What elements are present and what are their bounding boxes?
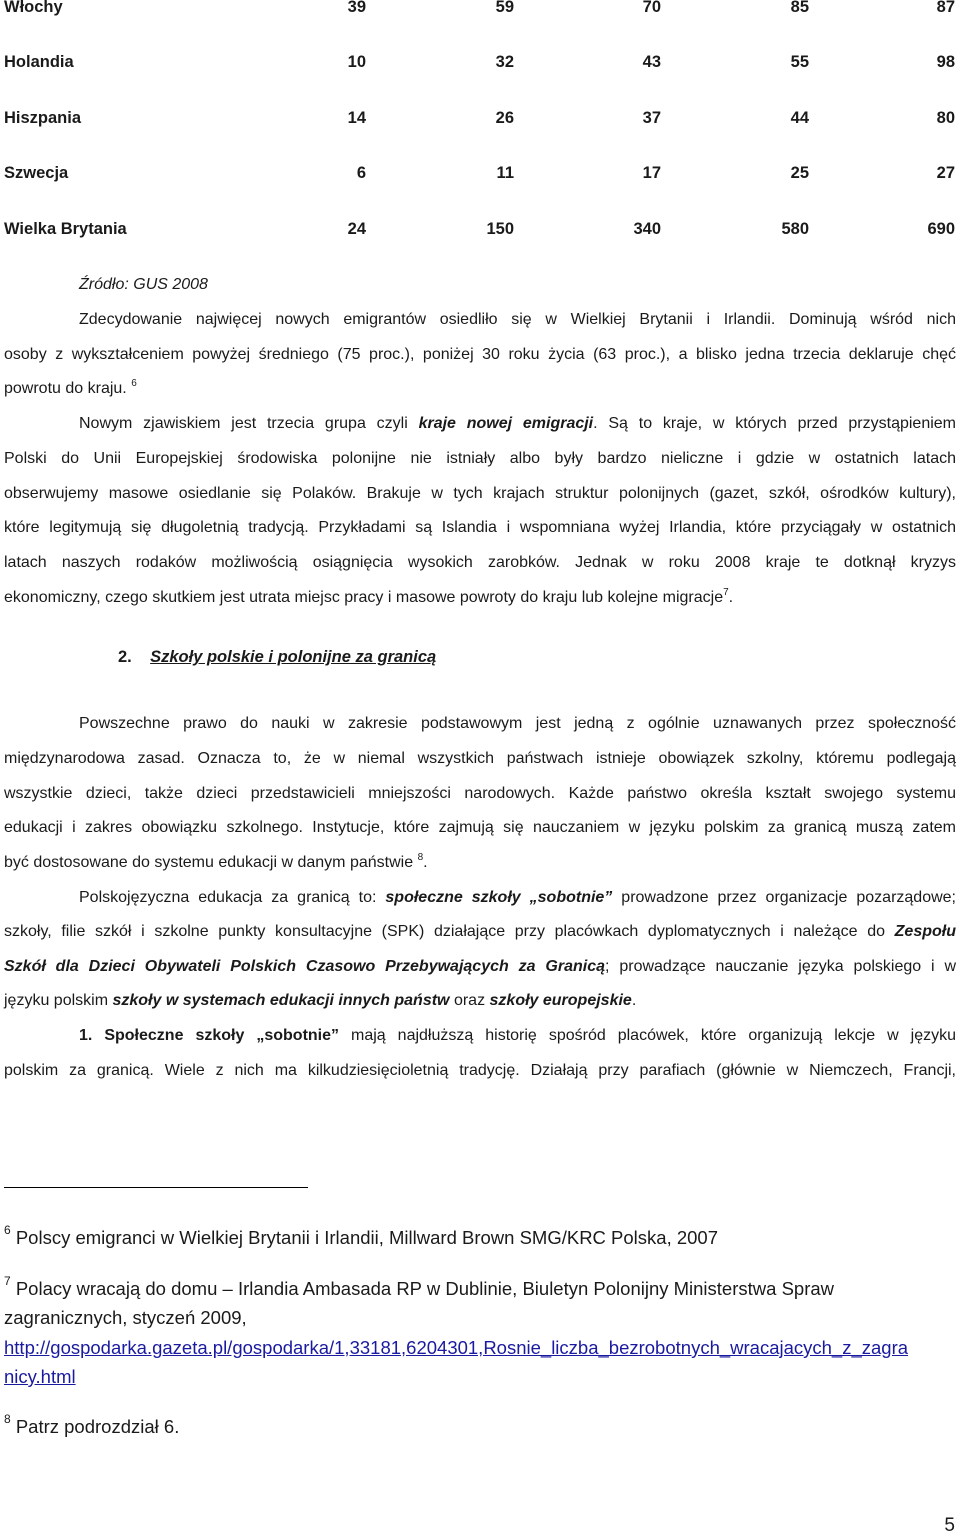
table-row	[0, 109, 960, 133]
paragraph-line: osoby z wykształceniem powyżej średniego (75 proc.), poniżej 30 roku życia (63 proc.), a blisko jedna trzecia deklaruje chęć	[4, 346, 956, 363]
paragraph-line: latach naszych rodaków możliwością osiągnięcia wysokich zarobków. Jednak w roku 2008 kraje te dotknął kryzys	[4, 554, 956, 571]
table-cell: 24	[347, 220, 366, 238]
table-cell: 11	[496, 164, 514, 182]
source-link-cont[interactable]: nicy.html	[4, 1366, 76, 1387]
table-cell: 59	[495, 0, 514, 16]
paragraph-line: Nowym zjawiskiem jest trzecia grupa czyli kraje nowej emigracji. Są to kraje, w których przed przystąpieniem	[79, 415, 957, 432]
paragraph-line: międzynarodowa zasad. Oznacza to, że w niemal wszystkich państwach istnieje obowiązek szkolny, któremu podlegają	[4, 750, 956, 767]
paragraph-line: wszystkie dzieci, także dzieci przedstawicieli mniejszości narodowych. Każde państwo określa kształt swojego systemu	[4, 785, 956, 802]
table-cell: 10	[347, 53, 366, 71]
table-cell: 6	[356, 164, 366, 182]
table-cell: 55	[790, 53, 809, 71]
table-cell: 80	[936, 109, 955, 127]
source-link[interactable]: http://gospodarka.gazeta.pl/gospodarka/1,33181,6204301,Rosnie_liczba_bezrobotnych_wracajacych_z_zagra	[4, 1337, 909, 1358]
page-number: 5	[944, 1515, 955, 1536]
table-cell: 150	[486, 220, 514, 238]
footnote-7: $^7$ Polacy wracają do domu – Irlandia Ambasada RP w Dublinie, Biuletyn Polonijny Ministerstwa Spraw	[4, 1274, 835, 1299]
country-name: Włochy	[4, 0, 63, 16]
table-cell: 25	[790, 164, 809, 182]
country-name: Holandia	[4, 53, 74, 71]
table-row	[0, 0, 960, 22]
footnote-divider	[4, 1187, 308, 1188]
country-name: Wielka Brytania	[4, 220, 127, 238]
table-cell: 85	[790, 0, 809, 16]
table-cell: 70	[642, 0, 661, 16]
table-cell: 14	[347, 109, 366, 127]
table-cell: 690	[927, 220, 955, 238]
emphasis: kraje nowej emigracji	[418, 415, 594, 432]
country-name: Hiszpania	[4, 109, 82, 127]
section-heading: 2. Szkoły polskie i polonijne za granicą	[118, 648, 437, 666]
footnote-ref[interactable]: 8	[417, 852, 424, 863]
table-source: Źródło: GUS 2008	[79, 276, 208, 293]
table-cell: 98	[936, 53, 955, 71]
paragraph-line: szkoły, filie szkół i szkolne punkty konsultacyjne (SPK) działające przy placówkach dyplomatycznych i należące do Zespołu	[4, 923, 956, 940]
table-cell: 37	[642, 109, 661, 127]
footnote-7-link-cont[interactable]	[4, 1365, 76, 1389]
paragraph-line: polskim za granicą. Wiele z nich ma kilkudziesięcioletnią tradycję. Działają przy parafiach (głównie w Niemczech, Francji,	[4, 1062, 956, 1079]
table-cell: 27	[936, 164, 955, 182]
paragraph-line: które legitymują się długoletnią tradycją. Przykładami są Islandia i wspomniana wyżej Irlandia, które przyciągały w ostatnich	[4, 519, 956, 536]
country-name: Szwecja	[4, 164, 69, 182]
paragraph-line: Zdecydowanie najwięcej nowych emigrantów osiedliło się w Wielkiej Brytanii i Irlandii. Dominują wśród nich	[79, 311, 956, 328]
footnote-7-line-2: zagranicznych, styczeń 2009,	[4, 1307, 247, 1328]
paragraph-line: Szkół dla Dzieci Obywateli Polskich Czasowo Przebywających za Granicą; prowadzące nauczanie języka polskiego i w	[4, 958, 957, 975]
table-row	[0, 164, 960, 188]
paragraph-line: języku polskim szkoły w systemach edukacji innych państw oraz szkoły europejskie.	[4, 992, 637, 1009]
paragraph-line: edukacji i zakres obowiązku szkolnego. Instytucje, które zajmują się nauczaniem w języku polskim za granicą muszą zatem	[4, 819, 956, 836]
paragraph-line: powrotu do kraju. $^6$	[4, 378, 137, 397]
paragraph-line: być dostosowane do systemu edukacji w danym państwie $^8$.	[4, 852, 428, 871]
footnote-ref[interactable]: 6	[131, 378, 137, 389]
table-cell: 43	[642, 53, 661, 71]
table-cell: 26	[495, 109, 514, 127]
footnote-7-link[interactable]	[4, 1336, 908, 1360]
table-cell: 17	[642, 164, 661, 182]
table-row	[0, 220, 960, 244]
table-cell: 340	[633, 220, 661, 238]
paragraph-line: obserwujemy masowe osiedlanie się Polaków. Brakuje w tych krajach struktur polonijnych (gazet, szkół, ośrodków kultury),	[4, 485, 956, 502]
table-cell: 87	[936, 0, 955, 16]
paragraph-line: 1. Społeczne szkoły „sobotnie” mają najdłuższą historię spośród placówek, które organizują lekcje w języku	[79, 1027, 957, 1044]
table-cell: 44	[790, 109, 809, 127]
paragraph-line: ekonomiczny, czego skutkiem jest utrata miejsc pracy i masowe powroty do kraju lub kolejne migracje$^7$.	[4, 587, 734, 606]
paragraph-line: Polskojęzyczna edukacja za granicą to: społeczne szkoły „sobotnie” prowadzone przez organizacje pozarządowe;	[79, 889, 956, 906]
table-cell: 580	[781, 220, 809, 238]
paragraph-line: Polski do Unii Europejskiej środowiska polonijne nie istniały albo były bardzo nieliczne i gdzie w ostatnich latach	[4, 450, 956, 467]
footnote-8: $^8$ Patrz podrozdział 6.	[4, 1412, 180, 1437]
table-row	[0, 53, 960, 77]
table-cell: 39	[347, 0, 366, 16]
table-cell: 32	[495, 53, 514, 71]
footnote-ref[interactable]: 7	[723, 587, 729, 598]
footnote-6: $^6$ Polscy emigranci w Wielkiej Brytanii i Irlandii, Millward Brown SMG/KRC Polska, 2007	[4, 1223, 719, 1248]
paragraph-line: Powszechne prawo do nauki w zakresie podstawowym jest jedną z ogólnie uznawanych przez społeczność	[79, 715, 956, 732]
